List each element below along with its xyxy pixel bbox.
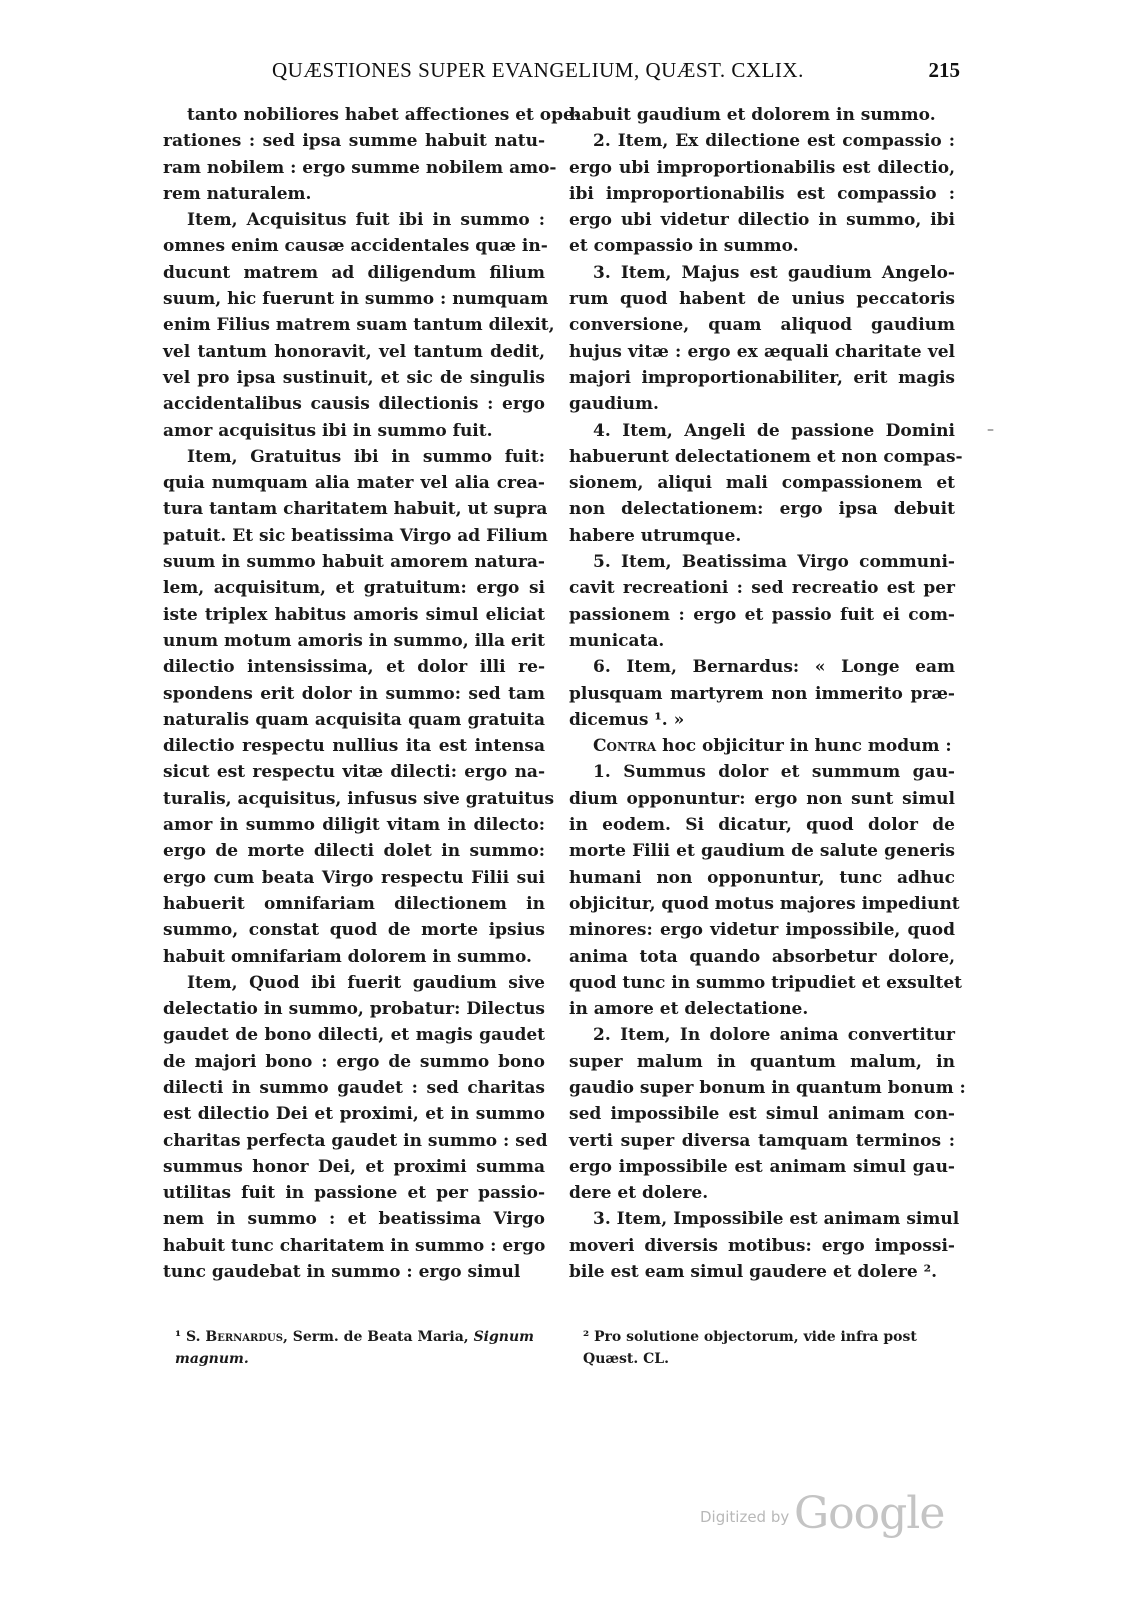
- text-line: 3. Item, Impossibile est animam simul: [593, 1209, 960, 1230]
- paragraph: [569, 128, 955, 259]
- text-line: quia numquam alia mater vel alia crea-: [163, 473, 545, 494]
- right-column: [569, 102, 966, 1285]
- page-number: 215: [928, 58, 960, 82]
- text-line: unum motum amoris in summo, illa erit: [163, 630, 545, 651]
- footnote-marker: ¹: [175, 1329, 182, 1345]
- text-line: 1. Summus dolor et summum gau-: [593, 762, 955, 783]
- text-line: 4. Item, Angeli de passione Domini: [593, 420, 955, 441]
- text-line: vel tantum honoravit, vel tantum dedit,: [163, 341, 545, 362]
- text-line: quod tunc in summo tripudiet et exsultet: [569, 972, 963, 993]
- paragraph: [569, 1022, 966, 1206]
- text-line: dicemus ¹. »: [569, 709, 685, 730]
- paragraph: [569, 102, 955, 128]
- text-line: habuerunt delectationem et non compas-: [569, 446, 963, 467]
- text-line: verti super diversa tamquam terminos :: [569, 1130, 955, 1151]
- text-line: turalis, acquisitus, infusus sive gratuitus: [163, 788, 555, 809]
- text-line: majori improportionabiliter, erit magis: [569, 367, 955, 388]
- text-line: habuit tunc charitatem in summo : ergo: [163, 1235, 546, 1256]
- text-line: ram nobilem : ergo summe nobilem amo-: [163, 157, 557, 178]
- paragraph: [569, 654, 955, 733]
- text-line: nem in summo : et beatissima Virgo: [163, 1209, 545, 1230]
- text-line: plusquam martyrem non immerito præ-: [569, 683, 955, 704]
- text-line: passionem : ergo et passio fuit ei com-: [569, 604, 955, 625]
- text-line: in amore et delectatione.: [569, 999, 809, 1020]
- text-line: 2. Item, In dolore anima convertitur: [593, 1025, 955, 1046]
- text-line: tanto nobiliores habet affectiones et ope-: [187, 105, 581, 125]
- text-line: habere utrumque.: [569, 525, 742, 546]
- text-line: summus honor Dei, et proximi summa: [163, 1156, 545, 1177]
- text-line: vel pro ipsa sustinuit, et sic de singulis: [163, 367, 545, 388]
- footnote-right-line-2: Quæst. CL.: [583, 1351, 669, 1367]
- text-line: 2. Item, Ex dilectione est compassio :: [593, 131, 955, 152]
- text-line: rem naturalem.: [163, 183, 312, 204]
- text-line: habuit omnifariam dolorem in summo.: [163, 946, 532, 967]
- text-line: dilectio respectu nullius ita est intensa: [163, 736, 545, 757]
- text-line: gaudium.: [569, 394, 659, 415]
- text-line: Item, Quod ibi fuerit gaudium sive: [187, 972, 545, 993]
- running-head: [170, 58, 960, 90]
- text-line: 5. Item, Beatissima Virgo communi-: [593, 552, 955, 573]
- text-line: naturalis quam acquisita quam gratuita: [163, 709, 545, 730]
- text-line: delectatio in summo, probatur: Dilectus: [163, 999, 545, 1020]
- watermark-logo: Google: [794, 1488, 945, 1539]
- text-line: et compassio in summo.: [569, 236, 799, 257]
- text-line: morte Filii et gaudium de salute generis: [569, 841, 955, 862]
- text-line: 3. Item, Majus est gaudium Angelo-: [593, 262, 955, 283]
- text-line: rationes : sed ipsa summe habuit natu-: [163, 131, 545, 152]
- running-title: QUÆSTIONES SUPER EVANGELIUM, QUÆST. CXLIX.: [272, 58, 804, 82]
- text-line: dilecti in summo gaudet : sed charitas: [163, 1077, 545, 1098]
- text-line: 6. Item, Bernardus: « Longe eam: [593, 657, 955, 678]
- text-line: ergo ubi improportionabilis est dilectio,: [569, 157, 955, 178]
- text-line: Item, Acquisitus fuit ibi in summo :: [187, 210, 545, 231]
- text-line: suum, hic fuerunt in summo : numquam: [163, 289, 549, 310]
- margin-mark: –: [987, 422, 994, 438]
- text-line: dilectio intensissima, et dolor illi re-: [163, 657, 545, 678]
- text-line: ergo de morte dilecti dolet in summo:: [163, 841, 545, 862]
- text-line: objicitur, quod motus majores impediunt: [569, 893, 960, 914]
- text-line: sionem, aliqui mali compassionem et: [569, 473, 955, 494]
- paragraph: [569, 733, 955, 759]
- text-line: minores: ergo videtur impossibile, quod: [569, 920, 955, 941]
- text-line: bile est eam simul gaudere et dolere ².: [569, 1262, 937, 1283]
- text-line: cavit recreationi : sed recreatio est per: [569, 578, 955, 599]
- paragraph: [569, 260, 955, 418]
- text-line: charitas perfecta gaudet in summo : sed: [163, 1130, 548, 1151]
- footnote-right: [583, 1326, 958, 1370]
- text-line: suum in summo habuit amorem natura-: [163, 552, 545, 573]
- text-line: non delectationem: ergo ipsa debuit: [569, 499, 955, 520]
- text-line: de majori bono : ergo de summo bono: [163, 1051, 545, 1072]
- text-line: tura tantam charitatem habuit, ut supra: [163, 499, 548, 520]
- text-line: amor in summo diligit vitam in dilecto:: [163, 815, 545, 836]
- text-line: est dilectio Dei et proximi, et in summo: [163, 1104, 545, 1125]
- text-line: amor acquisitus ibi in summo fuit.: [163, 420, 493, 441]
- paragraph: [569, 759, 963, 1022]
- text-line: conversione, quam aliquod gaudium: [569, 315, 955, 336]
- footnote-right-line-1: ² Pro solutione objectorum, vide infra post: [583, 1329, 917, 1345]
- text-line: dere et dolere.: [569, 1183, 709, 1204]
- footnote-author: S. Bernardus: [186, 1329, 283, 1345]
- footnote-text: , Serm. de Beata Maria,: [282, 1329, 474, 1345]
- text-line: iste triplex habitus amoris simul eliciat: [163, 604, 545, 625]
- footnote-left: [175, 1326, 545, 1370]
- text-line: habuit gaudium et dolorem in summo.: [569, 105, 936, 125]
- text-line: Item, Gratuitus ibi in summo fuit:: [187, 446, 545, 467]
- text-line: hujus vitæ : ergo ex æquali charitate vel: [569, 341, 955, 362]
- text-line: patuit. Et sic beatissima Virgo ad Filium: [163, 525, 548, 546]
- text-line: ibi improportionabilis est compassio :: [569, 183, 955, 204]
- digitized-watermark: [700, 1488, 945, 1548]
- footnote-left-line-2: magnum.: [175, 1351, 249, 1367]
- text-line: rum quod habent de unius peccatoris: [569, 289, 955, 310]
- paragraph: [569, 549, 955, 654]
- text-line: sed impossibile est simul animam con-: [569, 1104, 955, 1125]
- text-line: accidentalibus causis dilectionis : ergo: [163, 394, 545, 415]
- text-line: omnes enim causæ accidentales quæ in-: [163, 236, 548, 257]
- text-line: lem, acquisitum, et gratuitum: ergo si: [163, 578, 545, 599]
- footnote-left-line-1: [175, 1326, 545, 1348]
- paragraph: [569, 1206, 960, 1285]
- text-line: utilitas fuit in passione et per passio-: [163, 1183, 545, 1204]
- text-line: spondens erit dolor in summo: sed tam: [163, 683, 545, 704]
- left-column: [163, 102, 581, 1285]
- text-line: ergo cum beata Virgo respectu Filii sui: [163, 867, 545, 888]
- text-line: ergo impossibile est animam simul gau-: [569, 1156, 955, 1177]
- text-line: Contra hoc objicitur in hunc modum :: [593, 736, 952, 757]
- paragraph: [569, 418, 963, 549]
- text-line: sicut est respectu vitæ dilecti: ergo na-: [163, 762, 545, 783]
- text-line: ducunt matrem ad diligendum filium: [163, 262, 545, 283]
- text-line: dium opponuntur: ergo non sunt simul: [569, 788, 955, 809]
- text-line: municata.: [569, 630, 665, 651]
- text-line: gaudio super bonum in quantum bonum :: [569, 1077, 966, 1098]
- text-line: ergo ubi videtur dilectio in summo, ibi: [569, 210, 955, 231]
- paragraph: [163, 207, 555, 444]
- text-line: in eodem. Si dicatur, quod dolor de: [569, 815, 955, 836]
- text-line: super malum in quantum malum, in: [569, 1051, 955, 1072]
- watermark-prefix: Digitized by: [700, 1508, 790, 1526]
- text-line: anima tota quando absorbetur dolore,: [569, 946, 955, 967]
- text-line: humani non opponuntur, tunc adhuc: [569, 867, 955, 888]
- text-line: enim Filius matrem suam tantum dilexit,: [163, 315, 555, 336]
- text-line: gaudet de bono dilecti, et magis gaudet: [163, 1025, 545, 1046]
- text-line: habuerit omnifariam dilectionem in: [163, 893, 545, 914]
- text-line: tunc gaudebat in summo : ergo simul: [163, 1262, 521, 1283]
- text-line: summo, constat quod de morte ipsius: [163, 920, 545, 941]
- paragraph: [163, 102, 581, 207]
- paragraph: [163, 444, 555, 970]
- footnote-work: Signum: [473, 1329, 534, 1345]
- paragraph: [163, 970, 548, 1286]
- text-line: moveri diversis motibus: ergo impossi-: [569, 1235, 955, 1256]
- contra-label: Contra: [593, 736, 657, 757]
